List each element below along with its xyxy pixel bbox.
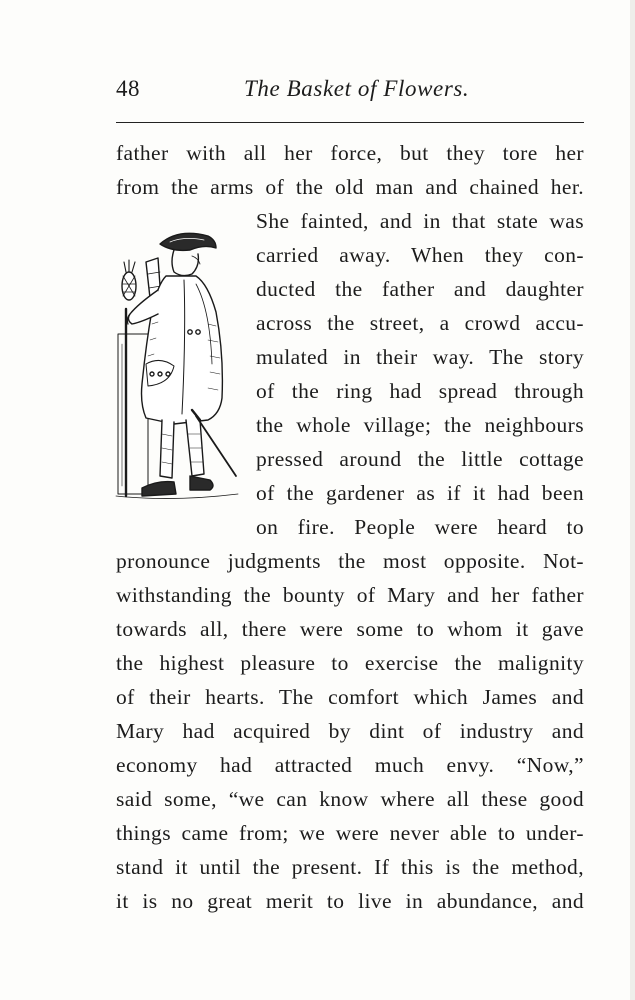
page-number: 48 (116, 76, 140, 101)
text-line: towards all, there were some to whom it gave (116, 617, 584, 641)
text-line: She fainted, and in that state was (256, 209, 584, 233)
running-title: The Basket of Flowers. (244, 76, 470, 101)
running-head (116, 72, 584, 112)
text-line: mulated in their way. The story (256, 345, 584, 369)
gardener-figure-icon (112, 214, 242, 514)
text-line: the highest pleasure to exercise the malignity (116, 651, 584, 675)
text-line: Mary had acquired by dint of industry and (116, 719, 584, 743)
text-line: of the ring had spread through (256, 379, 584, 403)
text-line: father with all her force, but they tore her (116, 141, 584, 165)
text-line: stand it until the present. If this is the method, (116, 855, 584, 879)
text-line: the whole village; the neighbours (256, 413, 584, 437)
text-line: said some, “we can know where all these good (116, 787, 584, 811)
text-line: economy had attracted much envy. “Now,” (116, 753, 584, 777)
text-line: of their hearts. The comfort which James and (116, 685, 584, 709)
page-edge (630, 0, 635, 1000)
text-line: across the street, a crowd accu- (256, 311, 584, 335)
gardener-illustration (112, 214, 242, 514)
text-line: carried away. When they con- (256, 243, 584, 267)
text-line: pronounce judgments the most opposite. Not- (116, 549, 584, 573)
text-line: withstanding the bounty of Mary and her father (116, 583, 584, 607)
header-rule (116, 122, 584, 123)
text-line: pressed around the little cottage (256, 447, 584, 471)
text-line: on fire. People were heard to (256, 515, 584, 539)
text-line: of the gardener as if it had been (256, 481, 584, 505)
text-line: things came from; we were never able to under- (116, 821, 584, 845)
text-line: it is no great merit to live in abundance, and (116, 889, 584, 913)
text-line: ducted the father and daughter (256, 277, 584, 301)
text-line: from the arms of the old man and chained her. (116, 175, 584, 199)
